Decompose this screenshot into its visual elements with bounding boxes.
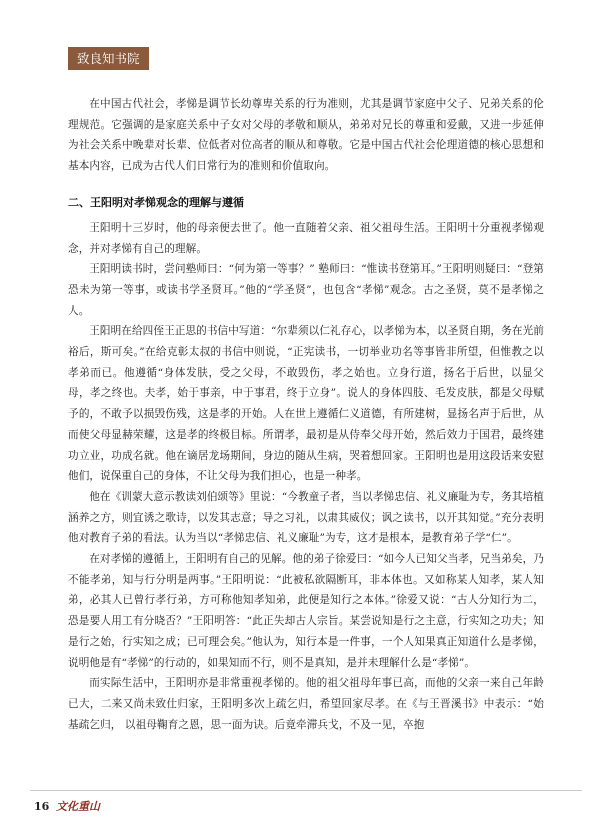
paragraph: 王阳明在给四侄王正思的书信中写道：“尔辈须以仁礼存心，以孝悌为本，以圣贤自期，务在光前裕后，斯可矣。”在给克彰太叔的书信中则说，“正宪读书，一切举业功名等事皆非所望，但惟教之以孝弟而已。他遵循“身体发肤，受之父母，不敢毁伤，孝之始也。立身行道，扬名于后世，以显父母，孝之终也。夫孝，始于事亲，中于事君，终于立身”。说人的身体四肢、毛发皮肤，都是父母赋予的，不敢予以损毁伤残，这是孝的开始。人在世上遵循仁义道德，有所建树，显扬名声于后世，从而使父母显赫荣耀，这是孝的终极目标。所谓孝，最初是从侍奉父母开始，然后效力于国君，最终建功立业，功成名就。他在谪居龙场期间，身边的随从生病，哭着想回家。王阳明也是用这段话来安慰他们，说保重自己的身体，不让父母为我们担心，也是一种孝。 [68, 325, 544, 483]
section-tag: 致良知书院 [68, 47, 149, 70]
paragraph: 在对孝悌的遵循上，王阳明有自己的见解。他的弟子徐爱曰：“如今人已知父当孝，兄当弟矣，乃不能孝弟，知与行分明是两事。”王阳明说：“此被私欲隔断耳，非本体也。又如称某人知孝，某人知弟，必其人已曾行孝行弟，方可称他知孝知弟，此便是知行之本体。”徐爱又说：“古人分知行为二，恐是要人用工有分晓否？”王阳明答：“此正失却古人宗旨。某尝说知是行之主意，行实知之功夫；知是行之始，行实知之成；已可理会矣。”他认为，知行本是一件事，一个人知果真正知道什么是孝悌，说明他是有“孝悌”的行动的，如果知而不行，则不是真知，是并未理解什么是“孝悌”。 [68, 553, 544, 669]
footer-divider [30, 790, 582, 791]
paragraph: 他在《训蒙大意示教读刘伯颂等》里说：“今教童子者，当以孝悌忠信、礼义廉耻为专，务其培植涵养之方，则宜诱之歌诗，以发其志意；导之习礼，以肃其威仪；讽之读书，以开其知觉。”充分表明他对教育子弟的看法。认为当以“孝悌忠信、礼义廉耻”为专，这才是根本，是教育弟子学“仁”。 [68, 490, 544, 545]
paragraph: 王阳明十三岁时，他的母亲便去世了。他一直随着父亲、祖父祖母生活。王阳明十分重视孝悌观念，并对孝悌有自己的理解。 [68, 221, 544, 255]
paragraph: 而实际生活中，王阳明亦是非常重视孝悌的。他的祖父祖母年事已高，而他的父亲一来自己年龄已大，二来又尚未致仕归家，王阳明多次上疏乞归，希望回家尽孝。在《与王晋溪书》中表示：“始基疏乞归， 以祖母鞠育之恩，思一面为诀。后竟牵滞兵戈，不及一见，卒抱 [68, 677, 544, 731]
section-heading: 二、王阳明对孝悌观念的理解与遵循 [68, 195, 244, 209]
intro-paragraph: 在中国古代社会，孝悌是调节长幼尊卑关系的行为准则，尤其是调节家庭中父子、兄弟关系的伦理规范。它强调的是家庭关系中子女对父母的孝敬和顺从，弟弟对兄长的尊重和爱戴，又进一步延伸为社会关系中晚辈对长辈、位低者对位高者的顺从和尊敬。它是中国古代社会伦理道德的核心思想和基本内容，已成为古代人们日常行为的准则和价值取向。 [68, 98, 544, 173]
article-body [68, 94, 544, 735]
publication-logo: 文化重山 [56, 800, 100, 813]
page-number: 16 [34, 800, 50, 813]
paragraph: 王阳明读书时，尝问塾师曰：“何为第一等事？” 塾师曰：“惟读书登第耳。”王阳明则疑曰：“登第恐未为第一等事，或读书学圣贤耳。”他的“学圣贤”，也包含“孝悌”观念。古之圣贤，莫不是孝悌之人。 [68, 263, 544, 317]
